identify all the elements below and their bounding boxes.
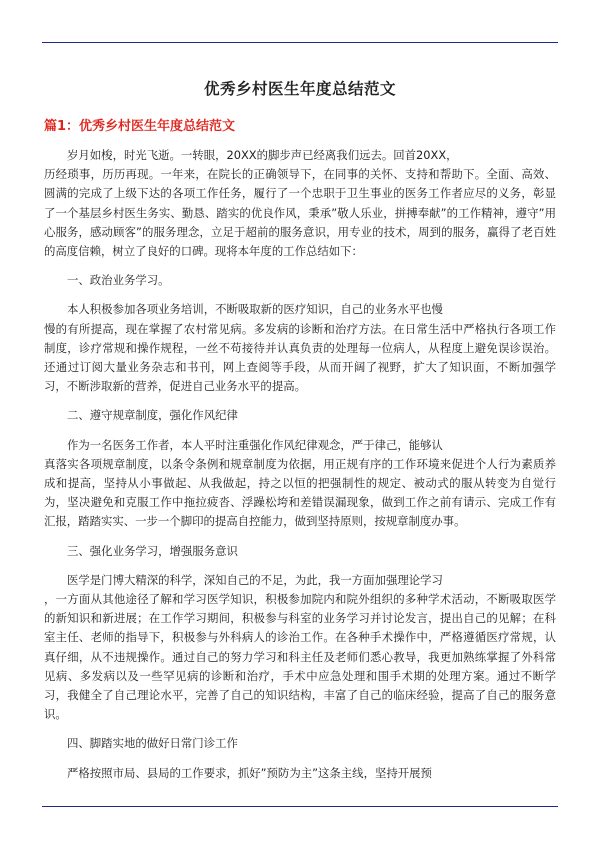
section-2-paragraph: 真落实各项规章制度，以条令条例和规章制度为依据，用正规有序的工作环境来促进个人行为素质养成和提高，坚持从小事做起、从我做起，持之以恒的把强制性的规定、被动式的服从转变为自觉行为，坚决避免和克服工作中拖拉疲沓、浮躁松垮和差错误漏现象，做到工作之前有请示、完成工作有汇报，踏踏实实、一步一个脚印的提高自控能力，做到坚持原则，按规章制度办事。 [44,456,556,529]
top-rule [42,42,558,43]
section-3-line-1: 医学是门博大精深的科学，深知自己的不足，为此，我一方面加强理论学习 [67,572,443,587]
section-2-line-1: 作为一名医务工作者，本人平时注重强化作风纪律观念，严于律己，能够认 [67,437,443,452]
intro-paragraph: 历经琐事，历历再现。一年来，在院长的正确领导下，在同事的关怀、支持和帮助下。全面、高效、圆满的完成了上级下达的各项工作任务，履行了一个忠职于卫生事业的医务工作者应尽的义务，彰显了一个基层乡村医生务实、勤恳、踏实的优良作风，秉承”敬人乐业，拼搏奉献”的工作精神，遵守”用心服务，感动顾客”的服务理念，立足于超前的服务意识，用专业的技术，周到的服务，赢得了老百姓的高度信赖，树立了良好的口碑。现将本年度的工作总结如下： [44,167,556,259]
section-3-heading: 三、强化业务学习，增强服务意识 [67,543,238,558]
section-4-line-1: 严格按照市局、县局的工作要求，抓好”预防为主”这条主线，坚持开展预 [67,765,432,780]
intro-line-1: 岁月如梭，时光飞逝。一转眼，20XX的脚步声已经离我们远去。回首20XX， [67,148,458,162]
document-title: 优秀乡村医生年度总结范文 [203,80,396,98]
document-body [44,146,556,783]
article-subtitle: 篇1：优秀乡村医生年度总结范文 [44,119,236,134]
section-1-line-1: 本人积极参加各项业务培训，不断吸取新的医疗知识，自己的业务水平也慢 [67,302,443,317]
section-1-paragraph: 慢的有所提高，现在掌握了农村常见病。多发病的诊断和治疗方法。在日常生活中严格执行各项工作制度，诊疗常规和操作规程，一丝不苟接待并认真负责的处理每一位病人，从程度上避免误诊误治。还通过订阅大量业务杂志和书刊，网上查阅等手段，从而开阔了视野，扩大了知识面，不断加强学习，不断涉取新的营养，促进自己业务水平的提高。 [44,321,556,394]
section-4-heading: 四、脚踏实地的做好日常门诊工作 [67,736,238,751]
section-1-heading: 一、政治业务学习。 [67,273,170,288]
bottom-rule [42,806,558,807]
section-3-paragraph: ，一方面从其他途径了解和学习医学知识，积极参加院内和院外组织的多种学术活动，不断吸取医学的新知识和新进展；在工作学习期间，积极参与科室的业务学习并讨论发言，提出自己的见解；在科室主任、老师的指导下，积极参与外科病人的诊治工作。在各种手术操作中，严格遵循医疗常规，认真仔细，从不违规操作。通过自己的努力学习和科主任及老师们悉心教导，我更加熟练掌握了外科常见病、多发病以及一些罕见病的诊断和治疗，手术中应急处理和围手术期的处理方案。通过不断学习，我健全了自己理论水平，完善了自己的知识结构，丰富了自己的临床经验，提高了自己的服务意识。 [44,592,556,722]
section-2-heading: 二、遵守规章制度，强化作风纪律 [67,408,238,423]
